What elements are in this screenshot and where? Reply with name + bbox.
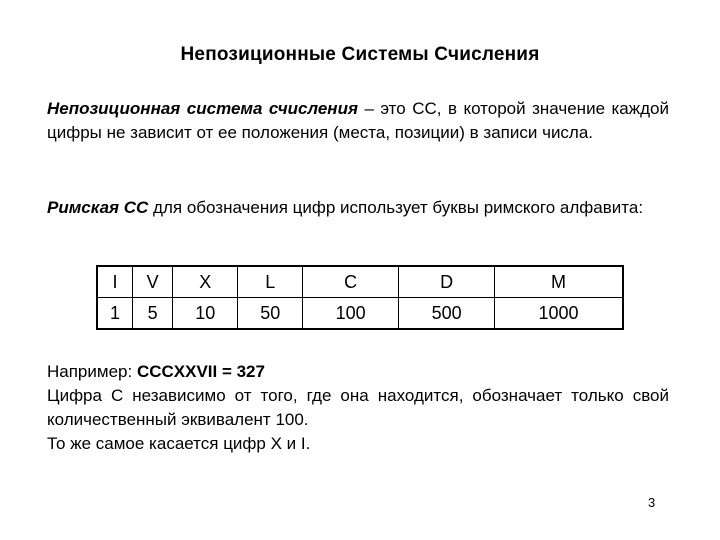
table-row-letters xyxy=(97,266,623,298)
table-cell-letter: L xyxy=(238,266,303,298)
table-cell-value: 50 xyxy=(238,298,303,330)
table-cell-value: 1000 xyxy=(495,298,623,330)
digits-x-i-note: То же самое касается цифр X и I. xyxy=(47,434,311,453)
table-cell-letter: I xyxy=(97,266,133,298)
table-cell-letter: V xyxy=(133,266,173,298)
table-cell-letter: X xyxy=(173,266,238,298)
roman-term: Римская СС xyxy=(47,198,149,217)
table-cell-letter: C xyxy=(303,266,399,298)
table-cell-value: 500 xyxy=(399,298,495,330)
roman-intro-text: для обозначения цифр использует буквы римского алфавита: xyxy=(148,198,644,217)
slide-title: Непозиционные Системы Счисления xyxy=(180,44,540,65)
definition-text: – это СС, в которой значение каждой цифры не зависит от ее положения (места, позиции) в записи числа. xyxy=(47,99,670,142)
example-label: Например: xyxy=(47,362,137,381)
example-line xyxy=(47,360,669,384)
digit-c-explanation: Цифра С независимо от того, где она находится, обозначает только свой количественный эквивалент 100. xyxy=(47,386,669,429)
definition-term: Непозиционная система счисления xyxy=(47,99,358,118)
table-row-values xyxy=(97,298,623,330)
table-cell-value: 5 xyxy=(133,298,173,330)
table-cell-letter: M xyxy=(495,266,623,298)
roman-numerals-table xyxy=(96,265,624,330)
example-block xyxy=(47,360,669,456)
table-cell-value: 1 xyxy=(97,298,133,330)
table-cell-letter: D xyxy=(399,266,495,298)
page-number: 3 xyxy=(648,495,656,510)
definition-paragraph xyxy=(47,97,669,145)
table-cell-value: 10 xyxy=(173,298,238,330)
roman-intro-paragraph xyxy=(47,196,669,220)
table-cell-value: 100 xyxy=(303,298,399,330)
example-value: CCCXXVII = 327 xyxy=(136,362,265,381)
